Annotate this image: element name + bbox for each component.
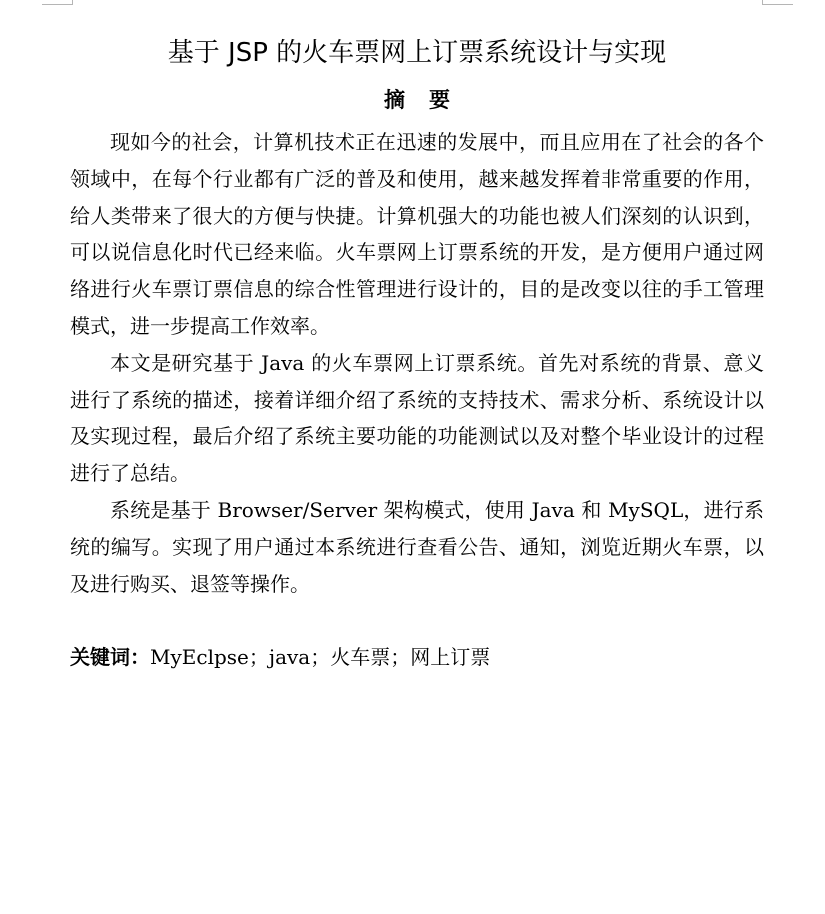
keywords-label: 关键词： [70, 645, 150, 670]
abstract-heading: 摘要 [384, 88, 474, 112]
abstract-paragraph-3: 系统是基于 Browser/Server 架构模式，使用 Java 和 MySQL，进行系统的编写。实现了用户通过本系统进行查看公告、通知，浏览近期火车票，以及进行购买、退签等操作。 [70, 497, 764, 596]
document-title: 基于 JSP 的火车票网上订票系统设计与实现 [167, 38, 667, 68]
abstract-body [70, 124, 764, 602]
keywords-line [70, 639, 764, 675]
page-corner-mark-left [42, 0, 73, 5]
document-page [70, 30, 764, 675]
page-corner-mark-right [762, 0, 793, 5]
abstract-paragraph-2: 本文是研究基于 Java 的火车票网上订票系统。首先对系统的背景、意义进行了系统的描述，接着详细介绍了系统的支持技术、需求分析、系统设计以及实现过程，最后介绍了系统主要功能的功能测试以及对整个毕业设计的过程进行了总结。 [70, 350, 764, 486]
abstract-paragraph-1: 现如今的社会，计算机技术正在迅速的发展中，而且应用在了社会的各个领域中，在每个行业都有广泛的普及和使用，越来越发挥着非常重要的作用，给人类带来了很大的方便与快捷。计算机强大的功能也被人们深刻的认识到，可以说信息化时代已经来临。火车票网上订票系统的开发，是方便用户通过网络进行火车票订票信息的综合性管理进行设计的，目的是改变以往的手工管理模式，进一步提高工作效率。 [70, 130, 764, 338]
keywords-value: MyEclpse；java；火车票；网上订票 [150, 645, 491, 670]
